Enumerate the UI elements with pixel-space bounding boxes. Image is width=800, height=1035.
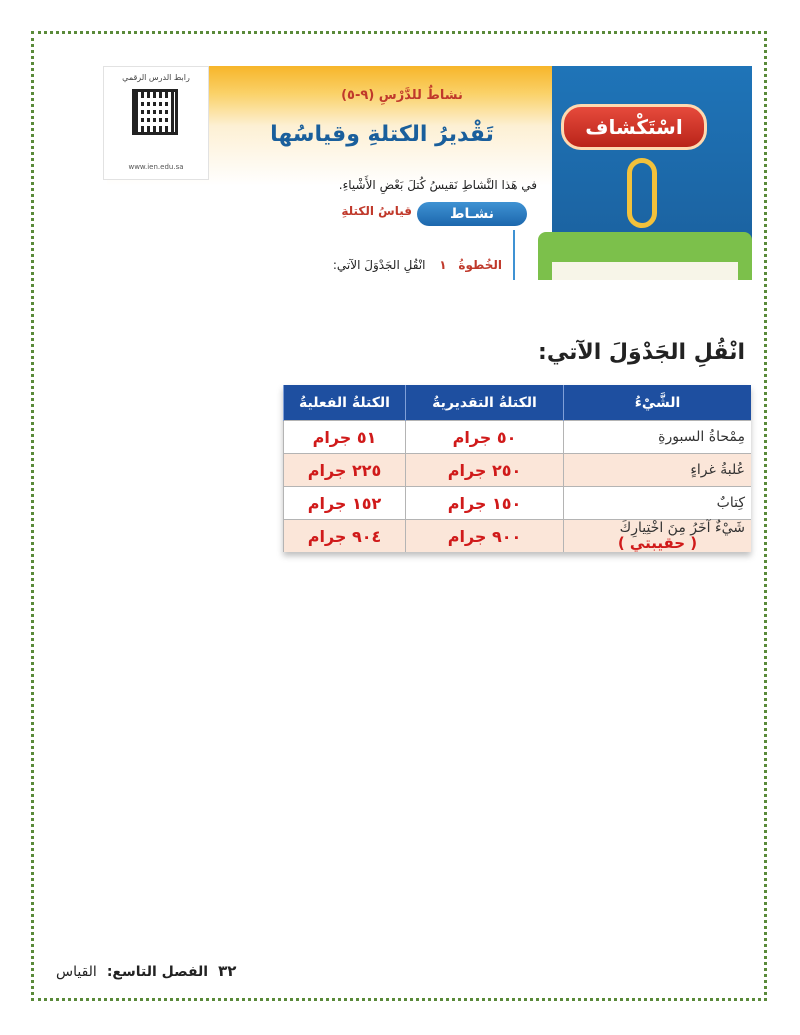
qr-code-icon [132, 89, 178, 135]
cell-object: كِتابٌ [564, 487, 752, 520]
step-number: ١ [439, 258, 447, 272]
green-tag-card [538, 232, 752, 280]
table-row [284, 520, 752, 553]
step-line [333, 258, 502, 272]
table-header-row [284, 385, 752, 421]
header-estimate: الكتلةُ التقديريةُ [406, 385, 564, 421]
lesson-banner [37, 66, 752, 280]
step-label: الخُطوةُ [458, 258, 502, 272]
cell-object: عُلبةُ غراءٍ [564, 454, 752, 487]
cell-actual: ٩٠٤ جرام [284, 520, 406, 553]
chapter-name: القياس [56, 964, 97, 980]
cell-object-text: شَيْءٌ آخَرُ مِنَ اخْتِيارِكَ [619, 520, 745, 536]
step-text: انْقُلِ الجَدْوَلَ الآتي: [332, 258, 426, 272]
table-row [284, 487, 752, 520]
cell-object: مِمْحاةُ السبورةِ [564, 421, 752, 454]
mass-table [283, 385, 751, 552]
qr-caption: رابط الدرس الرقمي [122, 73, 190, 82]
lesson-title: تَقْديرُ الكتلةِ وقياسُها [270, 122, 494, 147]
activity-badge: نشـاط [417, 202, 527, 226]
table-row [284, 421, 752, 454]
cell-estimate: ٥٠ جرام [406, 421, 564, 454]
page-footer [56, 962, 296, 980]
explore-badge: اسْتَكْشاف [561, 104, 707, 150]
cell-estimate: ١٥٠ جرام [406, 487, 564, 520]
header-object: الشَّيْءُ [564, 385, 752, 421]
qr-link[interactable] [103, 66, 209, 180]
intro-text: في هَذا النَّشاطِ نَقيسُ كُتلَ بَعْضِ الأَشْياءِ. [338, 178, 537, 192]
table-heading: انْقُلِ الجَدْوَلَ الآتي: [538, 340, 745, 365]
cell-estimate: ٢٥٠ جرام [406, 454, 564, 487]
activity-name: قياسُ الكتلةِ [341, 204, 412, 218]
cell-object [564, 520, 752, 553]
lesson-activity-label: نشاطٌ للدَّرْسِ (٩-٥) [341, 88, 463, 103]
divider [513, 230, 515, 280]
page-number: ٣٢ [218, 962, 237, 980]
cell-actual: ٢٢٥ جرام [284, 454, 406, 487]
handwritten-note: ( حقيبتي ) [617, 534, 698, 552]
tag-hook-icon [627, 158, 657, 228]
cell-estimate: ٩٠٠ جرام [406, 520, 564, 553]
cell-actual: ١٥٢ جرام [284, 487, 406, 520]
header-actual: الكتلةُ الفعليةُ [284, 385, 406, 421]
table-row [284, 454, 752, 487]
qr-url: www.ien.edu.sa [128, 163, 184, 171]
chapter-label: الفصل التاسع: [106, 964, 209, 980]
cell-actual: ٥١ جرام [284, 421, 406, 454]
